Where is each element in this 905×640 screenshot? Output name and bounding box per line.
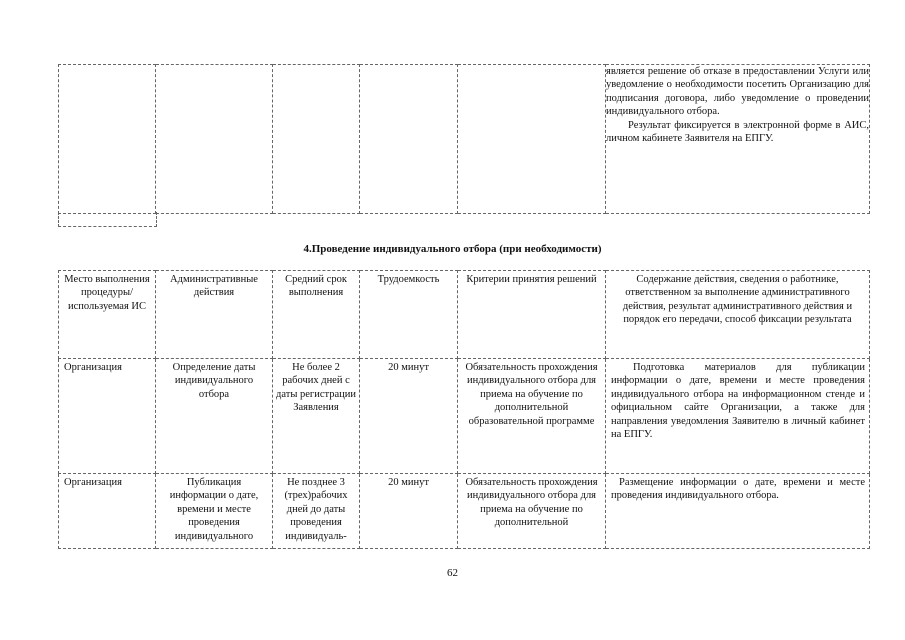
table-cell <box>273 65 360 214</box>
header-labor: Трудоемкость <box>360 271 458 359</box>
content-paragraph: Результат фиксируется в электронной форме в АИС, личном кабинете Заявителя на ЕПГУ. <box>606 119 869 145</box>
continued-table <box>58 64 870 214</box>
cell-term: Не позднее 3 (трех)рабочих дней до даты проведения индивидуаль- <box>273 474 360 549</box>
content-paragraph: является решение об отказе в предоставлении Услуги или уведомление о необходимости посетить Организацию для подписания договора, либо уведомление о проведении индивидуального отбора. <box>606 66 869 118</box>
procedure-table <box>58 270 870 549</box>
cell-criteria: Обязательность прохождения индивидуального отбора для приема на обучение по дополнительной образовательной программе <box>458 359 606 474</box>
table-header-row <box>59 271 870 359</box>
table-row <box>59 359 870 474</box>
cell-term: Не более 2 рабочих дней с даты регистрации Заявления <box>273 359 360 474</box>
table-row <box>59 65 870 214</box>
header-place: Место выполнения процедуры/ используемая ИС <box>59 271 156 359</box>
cell-content: Подготовка материалов для публикации информации о дате, времени и месте проведения индивидуального отбора на информационном стенде и официальном сайте Организации, а также для направления уведомления Заявителю в личный кабинет на ЕПГУ. <box>606 359 870 474</box>
section-title: 4.Проведение индивидуального отбора (при необходимости) <box>303 243 602 255</box>
header-content: Содержание действия, сведения о работнике, ответственном за выполнение административного действия, результат административного действия и порядок его передачи, способ фиксации результата <box>606 271 870 359</box>
header-term: Средний срок выполнения <box>273 271 360 359</box>
table-cell <box>458 65 606 214</box>
cell-labor: 20 минут <box>360 474 458 549</box>
table-cell <box>360 65 458 214</box>
table-cell <box>156 65 273 214</box>
cell-place: Организация <box>59 474 156 549</box>
cell-action: Публикация информации о дате, времени и месте проведения индивидуального <box>156 474 273 549</box>
header-actions: Административные действия <box>156 271 273 359</box>
cell-place: Организация <box>59 359 156 474</box>
cell-criteria: Обязательность прохождения индивидуального отбора для приема на обучение по дополнительной <box>458 474 606 549</box>
table-cell <box>59 65 156 214</box>
page-number: 62 <box>447 567 458 579</box>
header-criteria: Критерии принятия решений <box>458 271 606 359</box>
table-stub <box>58 212 157 227</box>
table-row <box>59 474 870 549</box>
table-cell-content <box>606 65 870 214</box>
cell-content: Размещение информации о дате, времени и месте проведения индивидуального отбора. <box>606 474 870 549</box>
cell-action: Определение даты индивидуального отбора <box>156 359 273 474</box>
cell-labor: 20 минут <box>360 359 458 474</box>
